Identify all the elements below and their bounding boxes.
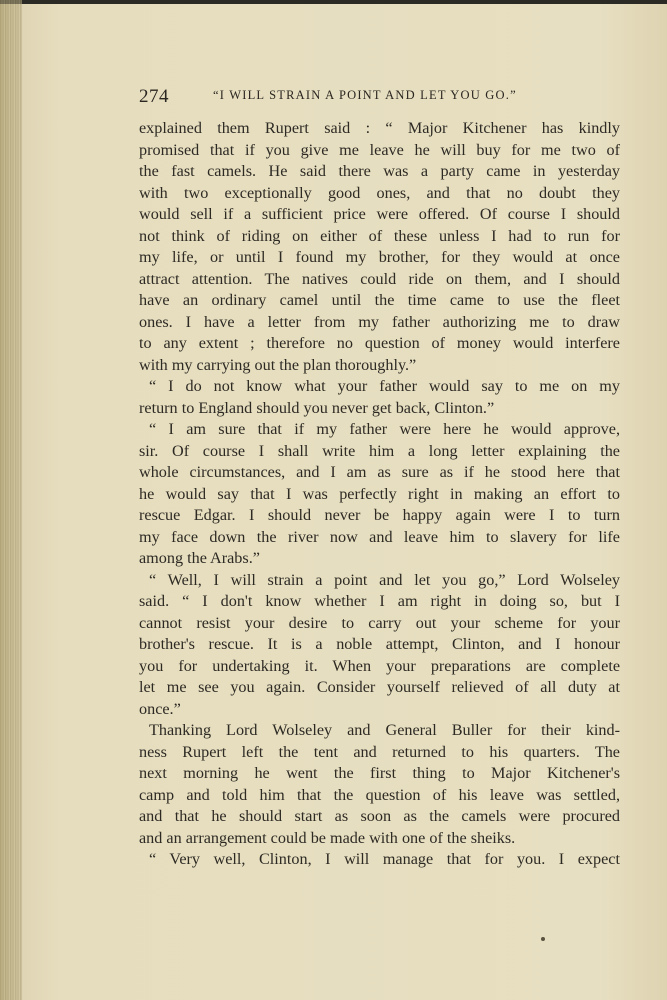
text-line: and that he should start as soon as the camels were procured	[139, 807, 620, 825]
text-line: and an arrangement could be made with one of the sheiks.	[139, 828, 516, 847]
text-line: promised that if you give me leave he will buy for me two of	[139, 140, 620, 159]
text-line: said. “ I don't know whether I am right in doing so, but I	[139, 592, 620, 610]
text-line: brother's rescue. It is a noble attempt, Clinton, and I honour	[139, 635, 620, 653]
text-line: once.”	[139, 699, 181, 718]
text-line: my life, or until I found my brother, for they would at once	[139, 248, 620, 266]
text-line: ones. I have a letter from my father authorizing me to draw	[139, 312, 620, 331]
page-top-edge	[0, 0, 667, 4]
text-line: he would say that I was perfectly right in making an effort to	[139, 484, 620, 503]
text-line: have an ordinary camel until the time came to use the fleet	[139, 291, 620, 309]
text-line: “ Very well, Clinton, I will manage that for you. I expect	[149, 850, 620, 868]
text-line: cannot resist your desire to carry out your scheme for your	[139, 613, 620, 632]
text-line: return to England should you never get back, Clinton.”	[139, 398, 495, 417]
text-line: rescue Edgar. I should never be happy again were I to turn	[139, 506, 620, 524]
text-line: with my carrying out the plan thoroughly.”	[139, 355, 417, 374]
text-line: sir. Of course I shall write him a long letter explaining the	[139, 441, 620, 460]
text-line: to any extent ; therefore no question of money would interfere	[139, 334, 620, 352]
text-line: my face down the river now and leave him to slavery for life	[139, 527, 620, 546]
text-line: the fast camels. He said there was a party came in yesterday	[139, 162, 620, 180]
text-line: would sell if a sufficient price were offered. Of course I should	[139, 205, 620, 223]
ink-speck	[541, 937, 545, 941]
text-line: not think of riding on either of these unless I had to run for	[139, 226, 620, 245]
text-line: “ I am sure that if my father were here he would approve,	[149, 420, 620, 438]
text-line: explained them Rupert said : “ Major Kitchener has kindly	[139, 119, 620, 137]
text-line: attract attention. The natives could ride on them, and I should	[139, 269, 620, 288]
text-line: ness Rupert left the tent and returned to his quarters. The	[139, 742, 620, 761]
text-line: with two exceptionally good ones, and that no doubt they	[139, 183, 620, 202]
text-line: “ I do not know what your father would say to me on my	[149, 377, 620, 395]
running-title: “I WILL STRAIN A POINT AND LET YOU GO.”	[213, 88, 517, 102]
text-line: let me see you again. Consider yourself relieved of all duty at	[139, 678, 620, 696]
page-number: 274	[139, 86, 169, 107]
text-line: camp and told him that the question of his leave was settled,	[139, 785, 620, 804]
book-gutter	[0, 0, 22, 1000]
text-line: you for undertaking it. When your preparations are complete	[139, 656, 620, 675]
body-text	[139, 118, 620, 871]
text-line: whole circumstances, and I am as sure as if he stood here that	[139, 463, 620, 481]
text-line: Thanking Lord Wolseley and General Buller for their kind-	[149, 721, 620, 739]
text-line: among the Arabs.”	[139, 549, 260, 567]
text-line: “ Well, I will strain a point and let you go,” Lord Wolseley	[149, 570, 620, 589]
text-line: next morning he went the first thing to Major Kitchener's	[139, 764, 620, 782]
